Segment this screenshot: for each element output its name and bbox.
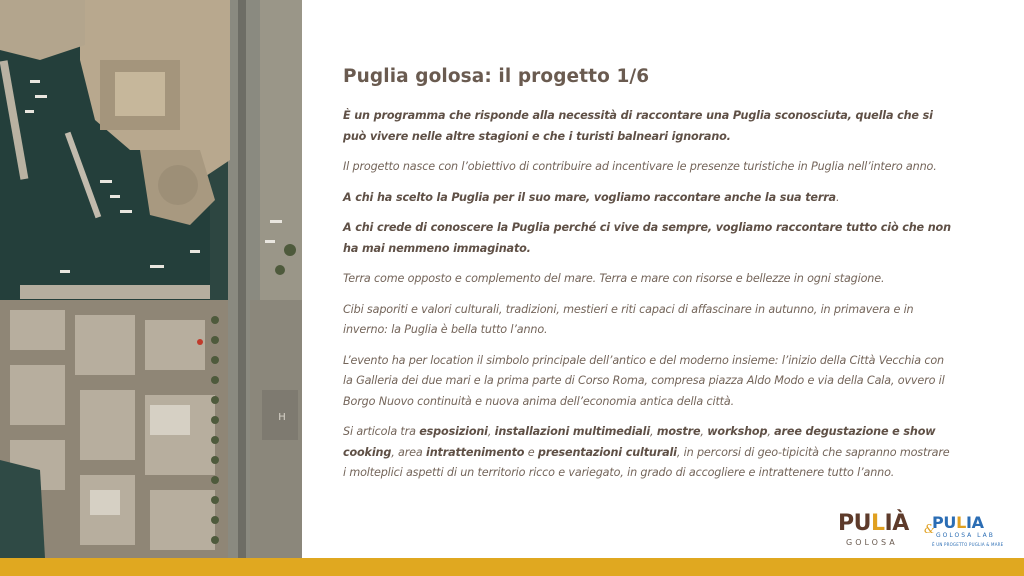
paragraph-text: Il progetto nasce con l’obiettivo di contribuire ad incentivare le presenze turistiche in Puglia nell’intero anno.: [343, 160, 937, 173]
puglia-golosa-lab-logo: [932, 514, 1012, 556]
logo-ampersand: &: [924, 522, 935, 536]
body-paragraph: [343, 300, 953, 341]
body-paragraph: [343, 218, 953, 259]
bold-text: workshop: [707, 425, 768, 438]
logos: [838, 512, 1008, 556]
body-paragraph: [343, 351, 953, 413]
body-paragraph: [343, 106, 953, 147]
puglia-golosa-logo: [838, 512, 926, 554]
bold-text: installazioni multimediali: [494, 425, 651, 438]
svg-text:H: H: [278, 412, 286, 423]
puglia-lab-subtitle: GOLOSA LAB: [936, 532, 995, 539]
paragraph-text: Si articola tra: [343, 425, 420, 438]
body-paragraph: [343, 422, 953, 484]
body-paragraph: [343, 188, 953, 209]
footer-bar: [0, 558, 1024, 576]
paragraph-text: Cibi saporiti e valori culturali, tradizioni, mestieri e riti capaci di affascinare in autunno, in primavera e in inverno: la Puglia è bella tutto l’anno.: [343, 302, 914, 336]
bold-text: mostre: [656, 425, 701, 438]
paragraph-text: ,: [767, 425, 775, 438]
bold-text: presentazioni culturali: [537, 445, 677, 459]
bold-text: A chi ha scelto la Puglia per il suo mare, vogliamo raccontare anche la sua terra: [343, 190, 836, 204]
body-paragraph: [343, 269, 953, 290]
body-paragraphs: [343, 106, 953, 484]
bold-text: intrattenimento: [426, 445, 525, 459]
puglia-lab-tagline: È UN PROGETTO PUGLIA & MARE: [932, 542, 1004, 547]
paragraph-text: , in percorsi di geo-tipicità che sapranno mostrare i molteplici aspetti di un territorio ricco e variegato, in grado di accogliere e intrattenere tutto l’anno.: [343, 445, 950, 479]
paragraph-text: , area: [391, 445, 427, 459]
slide-title: Puglia golosa: il progetto 1/6: [343, 66, 650, 87]
bold-text: È un programma che risponde alla necessità di raccontare una Puglia sconosciuta, quella che si può vivere nelle altre stagioni e che i turisti balneari ignorano.: [343, 109, 933, 143]
paragraph-text: L’evento ha per location il simbolo principale dell’antico e del moderno insieme: l’inizio della Città Vecchia con la Galleria dei due mari e la prima parte di Corso Roma, compresa piazza Aldo Modo e via della Cala, ovvero il Borgo Nuovo continuità e nuova anima dell’economia antica della città.: [343, 353, 945, 408]
paragraph-text: ,: [700, 425, 708, 438]
paragraph-text: ,: [487, 425, 495, 438]
puglia-golosa-wordmark: PULIÀ: [838, 511, 909, 536]
paragraph-text: e: [524, 445, 538, 459]
puglia-golosa-subtitle: GOLOSA: [846, 538, 898, 547]
bold-text: aree degustazione e show cooking: [343, 425, 936, 459]
body-paragraph: [343, 157, 953, 178]
slide-content: [343, 66, 953, 494]
paragraph-text: .: [835, 190, 840, 204]
puglia-lab-wordmark: PULIA: [932, 513, 984, 532]
bold-text: esposizioni: [419, 425, 488, 438]
bold-text: A chi crede di conoscere la Puglia perché ci vive da sempre, vogliamo raccontare tutto ciò che non ha mai nemmeno immaginato.: [343, 221, 951, 255]
aerial-photo: [0, 0, 302, 558]
paragraph-text: Terra come opposto e complemento del mare. Terra e mare con risorse e bellezze in ogni stagione.: [343, 272, 885, 285]
paragraph-text: ,: [650, 425, 657, 438]
